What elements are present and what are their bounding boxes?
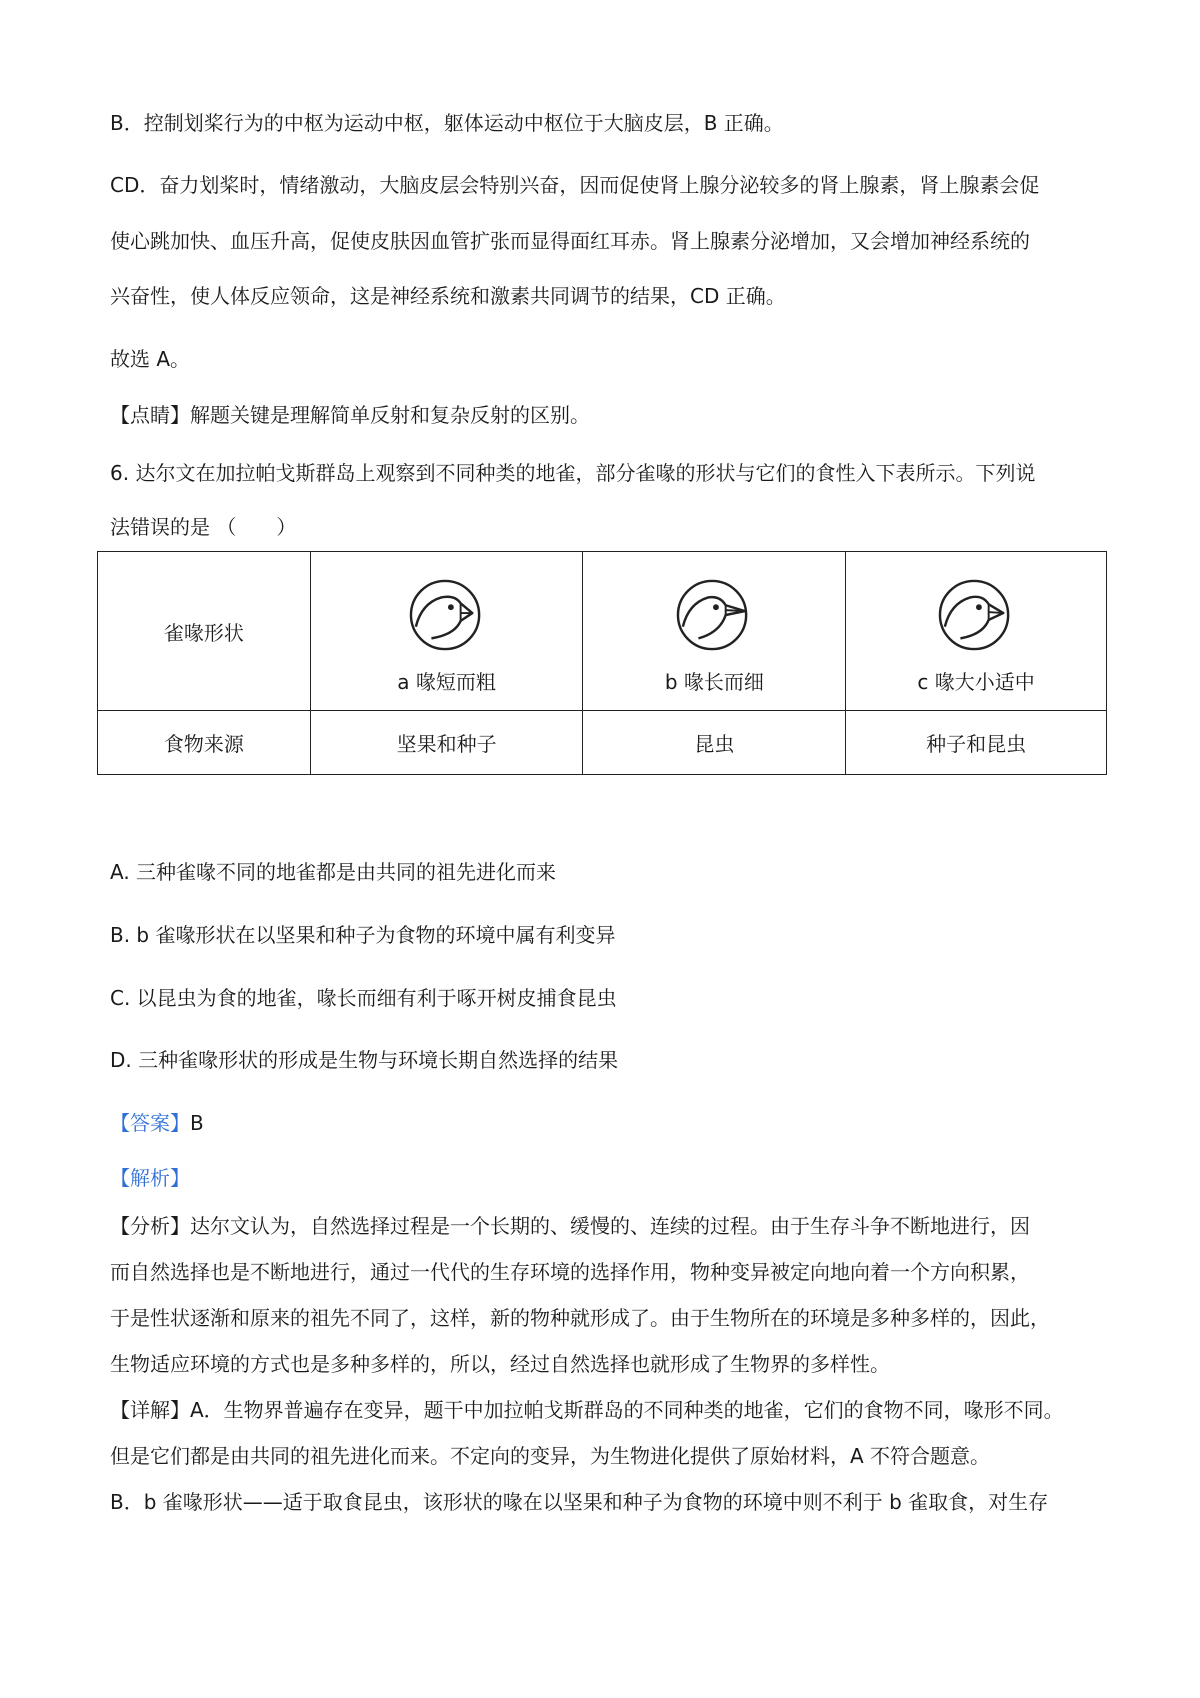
detail-text: B．b 雀喙形状——适于取食昆虫，该形状的喙在以坚果和种子为食物的环境中则不利于 b 雀取食，对生存 xyxy=(110,1490,1049,1514)
option-a: A. 三种雀喙不同的地雀都是由共同的祖先进化而来 xyxy=(110,860,557,884)
bird-long-thin-beak-icon xyxy=(675,578,753,652)
bird-medium-beak-icon xyxy=(937,578,1015,652)
text-line: B．控制划桨行为的中枢为运动中枢，躯体运动中枢位于大脑皮层，B 正确。 xyxy=(110,111,784,135)
beak-caption-b: b 喙长而细 xyxy=(664,669,764,694)
text-line: 故选 A。 xyxy=(110,347,191,371)
beak-cell-c xyxy=(846,552,1107,711)
beak-cell-a xyxy=(310,552,583,711)
option-c: C. 以昆虫为食的地雀，喙长而细有利于啄开树皮捕食昆虫 xyxy=(110,986,617,1010)
beak-table xyxy=(97,551,1107,775)
text-line: 使心跳加快、血压升高，促使皮肤因血管扩张而显得面红耳赤。肾上腺素分泌增加，又会增加神经系统的 xyxy=(110,229,1030,253)
point-note: 【点睛】解题关键是理解简单反射和复杂反射的区别。 xyxy=(110,403,590,427)
analysis-text: 【分析】达尔文认为，自然选择过程是一个长期的、缓慢的、连续的过程。由于生存斗争不断地进行，因 xyxy=(110,1214,1030,1238)
analysis-text: 于是性状逐渐和原来的祖先不同了，这样，新的物种就形成了。由于生物所在的环境是多种多样的，因此， xyxy=(110,1306,1050,1330)
bird-short-thick-beak-icon xyxy=(408,578,486,652)
food-cell-c: 种子和昆虫 xyxy=(846,711,1107,775)
text-line: CD．奋力划桨时，情绪激动，大脑皮层会特别兴奋，因而促使肾上腺分泌较多的肾上腺素，肾上腺素会促 xyxy=(110,173,1040,197)
option-d: D. 三种雀喙形状的形成是生物与环境长期自然选择的结果 xyxy=(110,1048,619,1072)
row-header-beak-shape: 雀喙形状 xyxy=(98,552,311,711)
analysis-text: 而自然选择也是不断地进行，通过一代代的生存环境的选择作用，物种变异被定向地向着一个方向积累， xyxy=(110,1260,1030,1284)
beak-cell-b xyxy=(583,552,846,711)
answer-value: B xyxy=(190,1111,204,1135)
option-b: B. b 雀喙形状在以坚果和种子为食物的环境中属有利变异 xyxy=(110,923,616,947)
analysis-text: 生物适应环境的方式也是多种多样的，所以，经过自然选择也就形成了生物界的多样性。 xyxy=(110,1352,890,1376)
food-cell-b: 昆虫 xyxy=(583,711,846,775)
question-stem: 6. 达尔文在加拉帕戈斯群岛上观察到不同种类的地雀，部分雀喙的形状与它们的食性入下表所示。下列说 xyxy=(110,461,1036,485)
row-header-food-source: 食物来源 xyxy=(98,711,311,775)
detail-text: 【详解】A．生物界普遍存在变异，题干中加拉帕戈斯群岛的不同种类的地雀，它们的食物不同，喙形不同。 xyxy=(110,1398,1064,1422)
text-line: 兴奋性，使人体反应领命，这是神经系统和激素共同调节的结果，CD 正确。 xyxy=(110,284,786,308)
analysis-label: 【解析】 xyxy=(110,1166,190,1190)
beak-caption-a: a 喙短而粗 xyxy=(397,669,496,694)
beak-caption-c: c 喙大小适中 xyxy=(917,669,1035,694)
detail-text: 但是它们都是由共同的祖先进化而来。不定向的变异，为生物进化提供了原始材料，A 不符合题意。 xyxy=(110,1444,991,1468)
answer-line xyxy=(110,1113,204,1133)
question-stem: 法错误的是 （ ） xyxy=(110,515,297,539)
answer-label: 【答案】 xyxy=(110,1111,190,1135)
food-cell-a: 坚果和种子 xyxy=(310,711,583,775)
